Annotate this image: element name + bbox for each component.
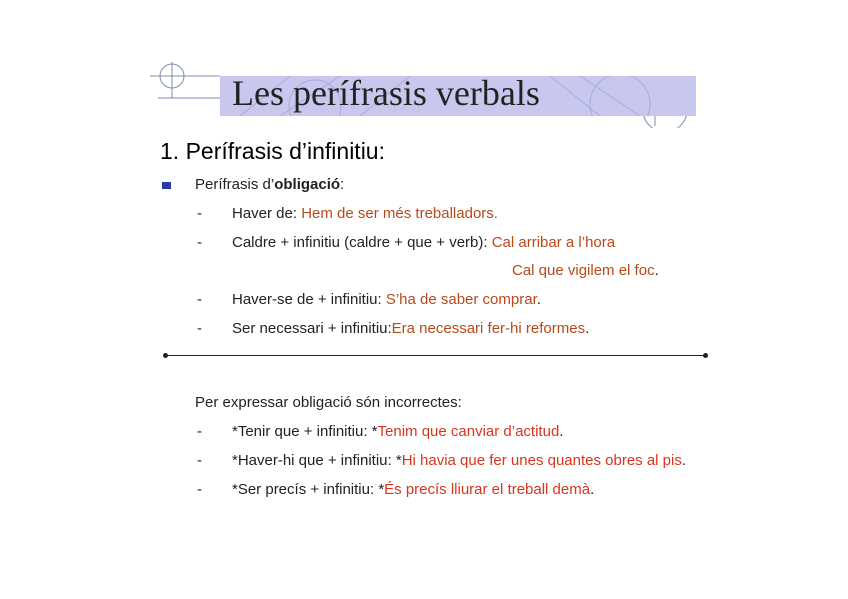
list-item-continuation [512, 262, 659, 279]
item-example: Hem de ser més treballadors. [301, 205, 498, 222]
item-end: . [681, 452, 687, 469]
item-example: Hi havia que fer unes quantes obres al pis [401, 452, 682, 469]
item-end: . [559, 423, 564, 440]
list-dash: - [197, 320, 202, 337]
item-example: Era necessari fer-hi reformes [391, 320, 586, 337]
divider-line [166, 355, 706, 356]
intro-suffix: : [340, 176, 345, 193]
item-label: *Haver-hi que + infinitiu: * [232, 452, 402, 469]
item-label: Haver-se de + infinitiu: [232, 291, 386, 308]
item-example: S’ha de saber comprar [385, 291, 537, 308]
section-heading: 1. Perífrasis d’infinitiu: [160, 138, 385, 164]
item-label: *Ser precís + infinitiu: * [232, 481, 385, 498]
page-title: Les perífrasis verbals [232, 73, 540, 113]
item-example: Tenim que canviar d’actitud [377, 423, 560, 440]
list-dash: - [197, 452, 202, 469]
list-item [232, 423, 563, 440]
list-item [232, 205, 498, 222]
item-label: Haver de: [232, 205, 302, 222]
list-item [232, 320, 589, 337]
item-example: Cal que vigilem el foc [512, 262, 655, 279]
list-dash: - [197, 234, 202, 251]
item-end: . [585, 320, 590, 337]
list-dash: - [197, 291, 202, 308]
list-item [232, 481, 594, 498]
list-item [232, 452, 686, 469]
item-example: És precís lliurar el treball demà [384, 481, 591, 498]
item-label: *Tenir que + infinitiu: * [232, 423, 378, 440]
list-dash: - [197, 205, 202, 222]
item-label: Ser necessari + infinitiu: [232, 320, 392, 337]
item-end: . [590, 481, 595, 498]
item-end: . [536, 291, 541, 308]
divider-right-dot [703, 353, 708, 358]
square-bullet-icon [162, 182, 171, 189]
incorrect-intro: Per expressar obligació són incorrectes: [195, 394, 462, 411]
obligation-intro [195, 176, 344, 193]
list-dash: - [197, 423, 202, 440]
item-example: Cal arribar a l’hora [491, 234, 616, 251]
list-item [232, 234, 615, 251]
item-label: Caldre + infinitiu (caldre + que + verb): [232, 234, 492, 251]
list-dash: - [197, 481, 202, 498]
intro-bold: obligació [274, 176, 341, 193]
list-item [232, 291, 541, 308]
item-end: . [654, 262, 659, 279]
intro-prefix: Perífrasis d’ [195, 176, 275, 193]
